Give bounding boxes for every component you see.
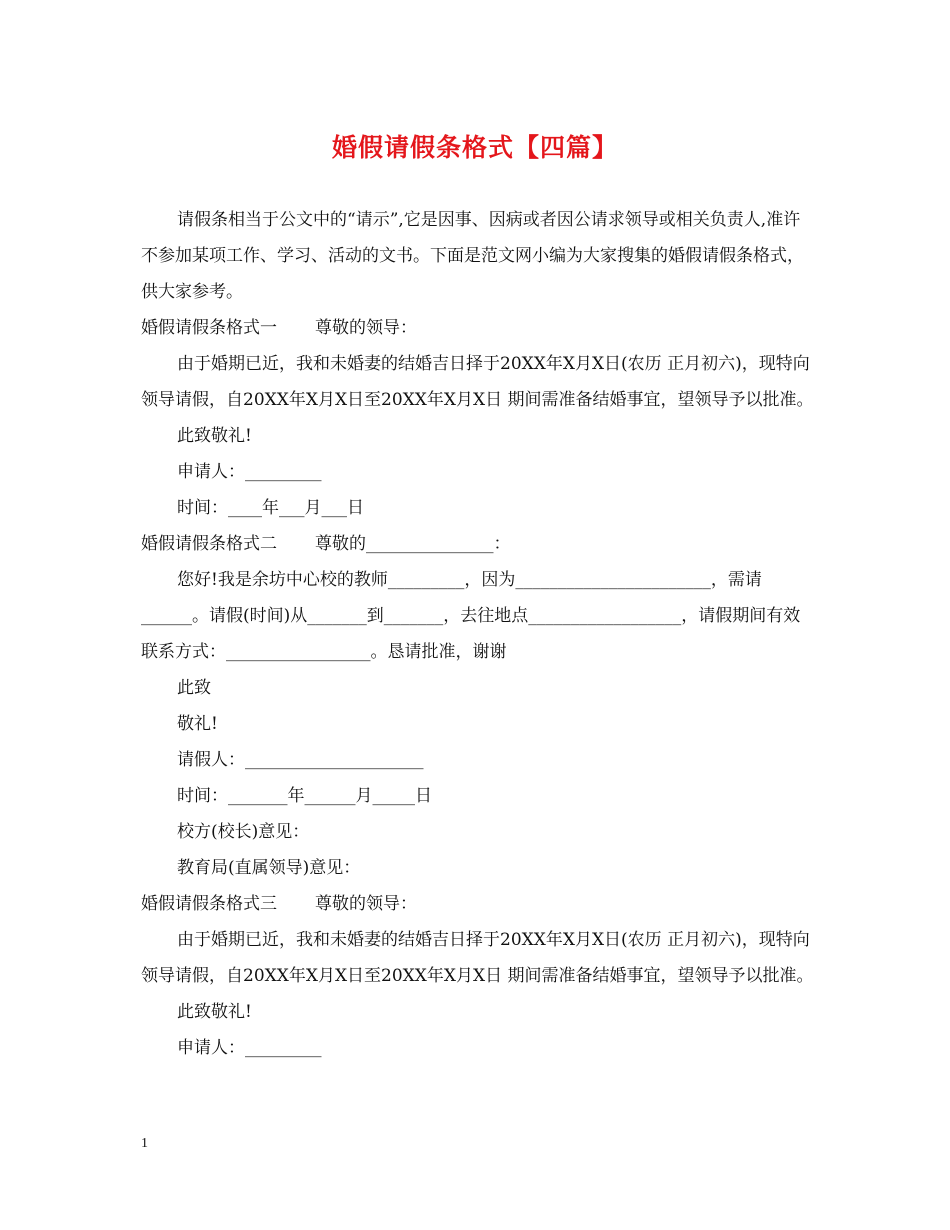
section-2-school-opinion: 校方(校长)意见： <box>177 822 310 842</box>
document-title: 婚假请假条格式【四篇】 <box>331 133 618 162</box>
section-3-header <box>141 886 815 922</box>
section-2-heading: 婚假请假条格式二 <box>141 534 277 554</box>
section-3-closing: 此致敬礼! <box>177 1002 252 1022</box>
section-1-closing: 此致敬礼! <box>177 426 252 446</box>
section-2-salutation: 尊敬的_______________： <box>315 534 511 554</box>
section-2-applicant: 请假人：_____________________ <box>177 750 424 770</box>
section-2-closing-1: 此致 <box>177 678 211 698</box>
section-2-body: 您好!我是余坊中心校的教师_________，因为_______________________，需请______。请假(时间)从_______到_______，去往地点__________________，请假期间有效联系方式：_________________。恳请批准，谢谢 <box>141 570 801 662</box>
section-1-header <box>141 310 815 346</box>
page-number: 1 <box>141 1136 148 1151</box>
section-3-salutation: 尊敬的领导： <box>315 894 417 914</box>
section-2-header <box>141 526 815 562</box>
section-3-body: 由于婚期已近，我和未婚妻的结婚吉日择于20XX年X月X日(农历 正月初六)，现特向领导请假，自20XX年X月X日至20XX年X月X日 期间需准备结婚事宜，望领导予以批准。 <box>141 930 814 986</box>
section-2-bureau-opinion: 教育局(直属领导)意见： <box>177 858 361 878</box>
section-1-body: 由于婚期已近，我和未婚妻的结婚吉日择于20XX年X月X日(农历 正月初六)，现特向领导请假，自20XX年X月X日至20XX年X月X日 期间需准备结婚事宜，望领导予以批准。 <box>141 354 814 410</box>
section-2-closing-2: 敬礼! <box>177 714 218 734</box>
section-1-salutation: 尊敬的领导： <box>315 318 417 338</box>
intro-paragraph: 请假条相当于公文中的“请示”,它是因事、因病或者因公请求领导或相关负责人,准许不参加某项工作、学习、活动的文书。下面是范文网小编为大家搜集的婚假请假条格式，供大家参考。 <box>141 210 804 302</box>
section-1-date: 时间：____年___月___日 <box>177 498 364 518</box>
section-1-applicant: 申请人：_________ <box>177 462 322 482</box>
section-3-applicant: 申请人：_________ <box>177 1038 322 1058</box>
section-2-date: 时间：_______年______月_____日 <box>177 786 432 806</box>
section-3-heading: 婚假请假条格式三 <box>141 894 277 914</box>
document-body <box>141 202 815 1066</box>
section-1-heading: 婚假请假条格式一 <box>141 318 277 338</box>
